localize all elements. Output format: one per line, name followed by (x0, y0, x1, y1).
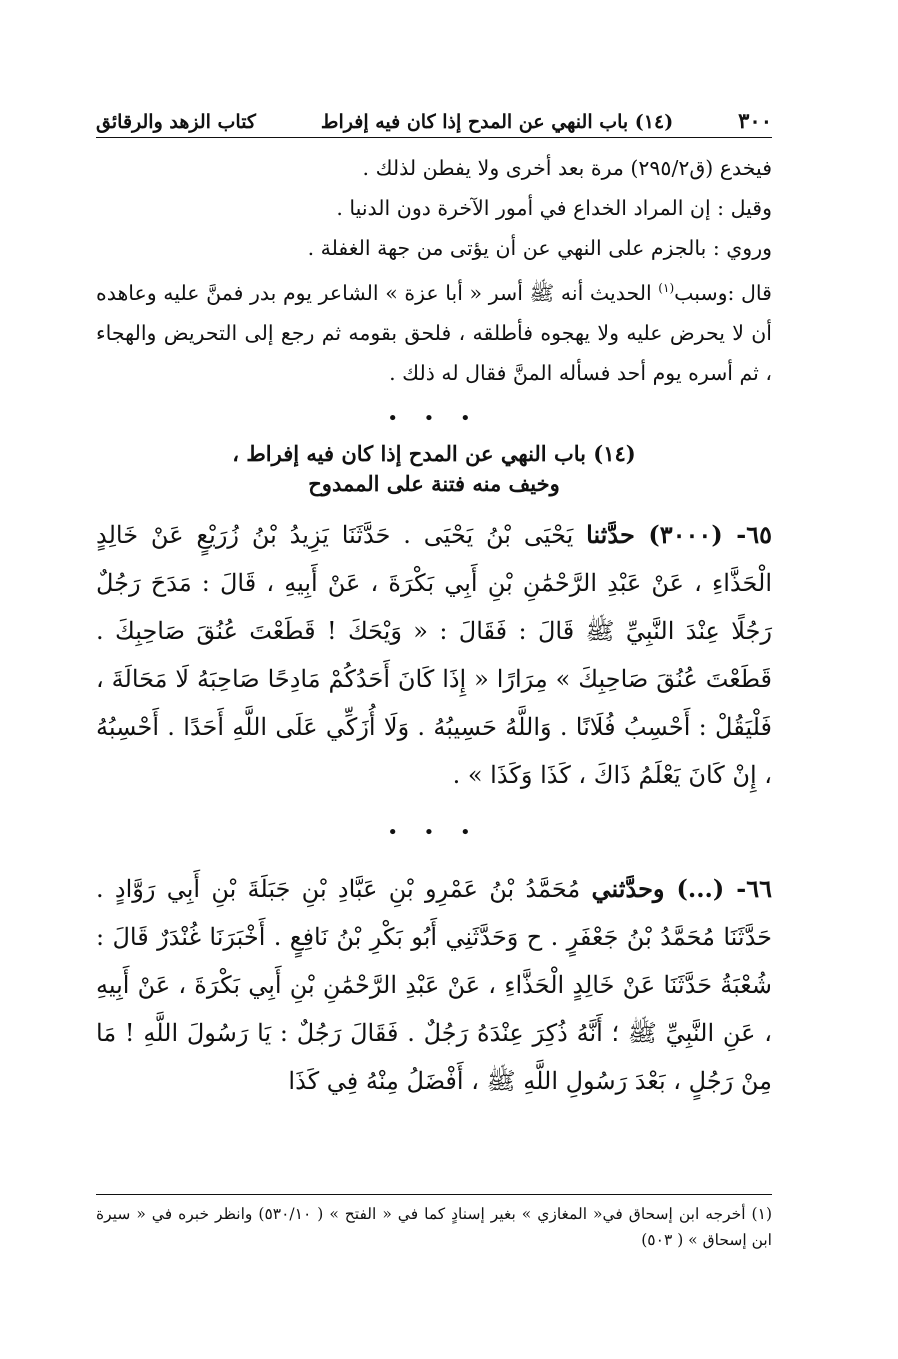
footnotes (96, 1194, 772, 1253)
footnote-1: (١) أخرجه ابن إسحاق في« المغازي » بغير إسنادٍ كما في « الفتح » ( ٥٣٠/١٠) وانظر خبره في « سيرة ابن إسحاق » ( ٥٠٣) (96, 1205, 772, 1249)
hadith-65 (96, 511, 772, 799)
commentary-line-3: وروي : بالجزم على النهي عن أن يؤتى من جهة الغفلة . (307, 236, 772, 260)
hadith-66-number: ٦٦- (...) وحدَّثني (591, 873, 773, 903)
running-header (96, 108, 772, 138)
hadith-66-text-block (96, 865, 772, 1105)
commentary-paragraph-4 (96, 268, 772, 393)
book-title: كتاب الزهد والرقائق (96, 111, 256, 133)
page-number: ٣٠٠ (738, 108, 772, 133)
hadith-66-text: مُحَمَّدُ بْنُ عَمْرِو بْنِ عَبَّادِ بْنِ جَبَلَةَ بْنِ أَبِي رَوَّادٍ . حَدَّثَنَا مُحَمَّدُ بْنُ جَعْفَرٍ . ح وَحَدَّثَنِي أَبُو بَكْرِ بْنُ نَافِعٍ . أَخْبَرَنَا غُنْدَرٌ قَالَ : شُعْبَةُ حَدَّثَنَا عَنْ خَالِدٍ الْحَذَّاءِ ، عَنْ عَبْدِ الرَّحْمَٰنِ بْنِ أَبِي بَكْرَةَ ، عَنْ أَبِيهِ ، عَنِ النَّبِيِّ ﷺ ؛ أَنَّهُ ذُكِرَ عِنْدَهُ رَجُلٌ . فَقَالَ رَجُلٌ : يَا رَسُولَ اللَّهِ ! مَا مِنْ رَجُلٍ ، بَعْدَ رَسُولِ اللَّهِ ﷺ ، أَفْضَلُ مِنْهُ فِي كَذَا (96, 874, 772, 1095)
chapter-heading-line-2: وخيف منه فتنة على الممدوح (308, 470, 560, 496)
commentary-4-rest: الحديث أنه ﷺ أسر « أبا عزة » الشاعر يوم بدر فمنَّ عليه وعاهده أن لا يحرض عليه ولا يهجوه فأطلقه ، فلحق بقومه ثم رجع إلى التحريض والهجاء ، ثم أسره يوم أحد فسأله المنَّ فقال له ذلك . (96, 280, 772, 385)
hadith-66 (96, 865, 772, 1105)
hadith-65-number: ٦٥- (٣٠٠٠) حدَّثنا (586, 519, 772, 549)
section-separator-2: • • • (387, 821, 481, 843)
hadith-65-text-block (96, 511, 772, 799)
chapter-heading-line-1: (١٤) باب النهي عن المدح إذا كان فيه إفراط ، (232, 440, 636, 466)
commentary-4-start: قال :وسبب (674, 280, 772, 305)
footnote-marker: (١) (658, 281, 675, 295)
section-separator: • • • (387, 407, 481, 429)
commentary-line-2: وقيل : إن المراد الخداع في أمور الآخرة دون الدنيا . (336, 196, 772, 220)
running-chapter-title: (١٤) باب النهي عن المدح إذا كان فيه إفراط (320, 111, 674, 133)
hadith-65-text: يَحْيَى بْنُ يَحْيَى . حَدَّثَنَا يَزِيدُ بْنُ زُرَيْعٍ عَنْ خَالِدٍ الْحَذَّاءِ ، عَنْ عَبْدِ الرَّحْمَٰنِ بْنِ أَبِي بَكْرَةَ ، عَنْ أَبِيهِ ، قَالَ : مَدَحَ رَجُلٌ رَجُلًا عِنْدَ النَّبِيِّ ﷺ قَالَ : فَقَالَ : « وَيْحَكَ ! قَطَعْتَ عُنُقَ صَاحِبِكَ . قَطَعْتَ عُنُقَ صَاحِبِكَ » مِرَارًا « إِذَا كَانَ أَحَدُكُمْ مَادِحًا صَاحِبَهُ لَا مَحَالَةَ ، فَلْيَقُلْ : أَحْسِبُ فُلَانًا . وَاللَّهُ حَسِيبُهُ . وَلَا أُزَكِّي عَلَى اللَّهِ أَحَدًا . أَحْسِبُهُ ، إِنْ كَانَ يَعْلَمُ ذَاكَ ، كَذَا وَكَذَا » . (96, 520, 772, 789)
commentary-line-1: فيخدع (ق٢٩٥/٢) مرة بعد أخرى ولا يفطن لذلك . (362, 156, 772, 180)
page (96, 108, 772, 1105)
chapter-heading (96, 439, 772, 499)
commentary-text (96, 148, 772, 393)
